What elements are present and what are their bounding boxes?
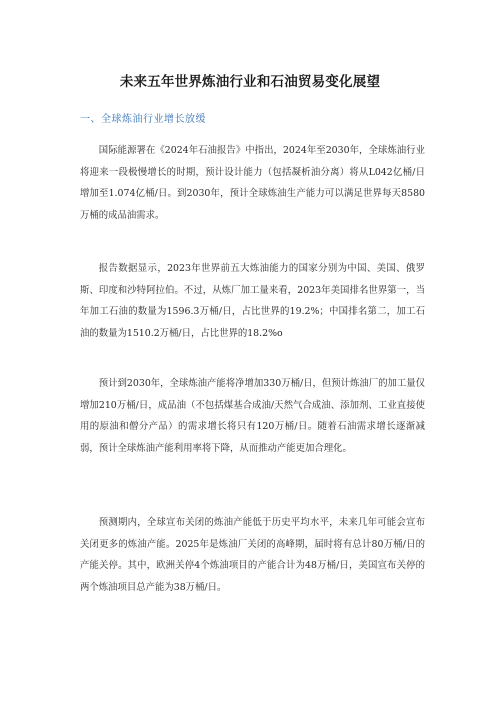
document-title: 未来五年世界炼油行业和石油贸易变化展望 (119, 74, 381, 90)
section-heading: 一、全球炼油行业增长放缓 (80, 114, 206, 125)
paragraph-3: 预计到2030年，全球炼油产能将净增加330万桶/日，但预计炼油厂的加工量仅增加210万桶/日，成品油（不包括煤基合成油/天然气合成油、添加剂、工业直接使用的原油和僧分产品）的需求增长将只有120万桶/日。随着石油需求增长逐渐减弱，预计全球炼油产能利用率将下降，从而推动产能更加合理化。 (80, 378, 425, 454)
paragraph-2: 报告数据显示，2023年世界前五大炼油能力的国家分别为中国、美国、俄罗斯、印度和沙特阿拉伯。不过，从炼厂加工量来看，2023年美国排名世界第一，当年加工石油的数量为1596.3万桶/日，占比世界的19.2%；中国排名第二，加工石油的数量为1510.2万桶/日，占比世界的18.2%o (80, 263, 425, 339)
paragraph-1: 国际能源署在《2024年石油报告》中指出，2024年至2030年，全球炼油行业将迎来一段极慢增长的时期，预计设计能力（包括凝析油分离）将从L042亿桶/日增加至1.074亿桶/日。到2030年，预计全球炼油生产能力可以满足世界每天8580万桶的成品油需求。 (80, 145, 425, 221)
paragraph-4: 预测期内，全球宣布关闭的炼油产能低于历史平均水平，未来几年可能会宣布关闭更多的炼油产能。2025年是炼油厂关闭的高峰期，届时将有总计80万桶/日的产能关停。其中，欧洲关停4个炼油项目的产能合计为48万桶/日，美国宣布关停的两个炼油项目总产能为38万桶/日。 (80, 517, 425, 593)
